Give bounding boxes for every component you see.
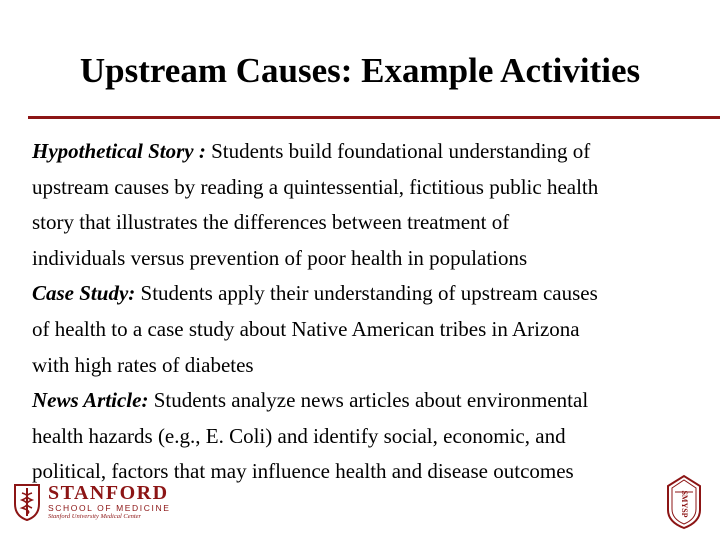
activity-line: health hazards (e.g., E. Coli) and identify social, economic, and bbox=[32, 423, 566, 448]
seal-text: SMYSP bbox=[680, 490, 690, 518]
activity-line bbox=[32, 276, 702, 312]
activity-text: Students apply their understanding of upstream causes bbox=[135, 281, 598, 306]
logo-tagline: Stanford University Medical Center bbox=[48, 513, 142, 520]
activity-hypothetical-story bbox=[32, 134, 702, 276]
caduceus-icon bbox=[12, 482, 42, 522]
activity-line bbox=[32, 383, 702, 419]
activity-news-article bbox=[32, 383, 702, 490]
logo-subtitle: SCHOOL OF MEDICINE bbox=[48, 503, 171, 513]
stanford-medicine-logo bbox=[12, 482, 182, 522]
activity-line: individuals versus prevention of poor health in populations bbox=[32, 245, 528, 270]
activity-line: with high rates of diabetes bbox=[32, 352, 254, 377]
slide-title: Upstream Causes: Example Activities bbox=[79, 51, 641, 90]
title-divider bbox=[28, 116, 720, 119]
activity-line bbox=[32, 134, 702, 170]
activity-label: Case Study: bbox=[32, 281, 136, 306]
activity-case-study bbox=[32, 276, 702, 383]
activity-line: political, factors that may influence health and disease outcomes bbox=[32, 459, 574, 484]
activity-line: story that illustrates the differences between treatment of bbox=[32, 210, 510, 235]
activity-text: Students build foundational understanding of bbox=[205, 139, 591, 163]
activity-line: of health to a case study about Native American tribes in Arizona bbox=[32, 316, 580, 341]
activity-text: Students analyze news articles about environmental bbox=[148, 388, 589, 413]
seal-icon bbox=[664, 474, 704, 530]
slide-body bbox=[32, 134, 702, 490]
activity-label: Hypothetical Story : bbox=[32, 139, 206, 163]
activity-line: upstream causes by reading a quintessential, fictitious public health bbox=[32, 174, 599, 199]
activity-label: News Article: bbox=[32, 388, 149, 413]
logo-name: STANFORD bbox=[48, 482, 169, 504]
